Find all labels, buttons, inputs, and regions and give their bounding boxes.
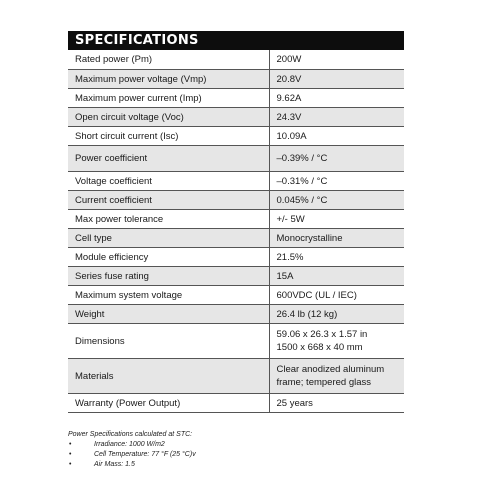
spec-value: 600VDC (UL / IEC): [269, 286, 404, 305]
spec-row-warranty: [68, 394, 404, 413]
bullet-icon: •: [69, 461, 72, 468]
spec-value: +/- 5W: [269, 210, 404, 229]
stc-note-text: Cell Temperature: 77 °F (25 °C)v: [94, 451, 196, 458]
spec-row-max-power-voltage: [68, 70, 404, 89]
spec-row-module-efficiency: [68, 248, 404, 267]
spec-label: Maximum power current (Imp): [68, 89, 269, 108]
bullet-icon: •: [69, 451, 72, 458]
spec-label: Max power tolerance: [68, 210, 269, 229]
bullet-icon: •: [69, 441, 72, 448]
spec-row-rated-power: [68, 50, 404, 70]
spec-label: Cell type: [68, 229, 269, 248]
spec-label: Rated power (Pm): [68, 50, 269, 70]
specifications-sheet: [68, 31, 404, 413]
stc-note-cell-temperature: [68, 450, 404, 460]
spec-row-max-system-voltage: [68, 286, 404, 305]
stc-note-irradiance: [68, 440, 404, 450]
spec-row-open-circuit-voltage: [68, 108, 404, 127]
spec-value: –0.39% / °C: [269, 146, 404, 172]
stc-note-text: Air Mass: 1.5: [94, 461, 135, 468]
spec-row-power-coefficient: [68, 146, 404, 172]
spec-row-voltage-coefficient: [68, 172, 404, 191]
spec-row-max-power-current: [68, 89, 404, 108]
spec-value-line: 59.06 x 26.3 x 1.57 in: [276, 329, 368, 340]
spec-value: 26.4 lb (12 kg): [269, 305, 404, 324]
stc-note-air-mass: [68, 460, 404, 470]
spec-label: Series fuse rating: [68, 267, 269, 286]
spec-value: [269, 359, 404, 394]
spec-value: 21.5%: [269, 248, 404, 267]
specifications-table: [68, 50, 404, 413]
spec-label: Open circuit voltage (Voc): [68, 108, 269, 127]
stc-note-text: Irradiance: 1000 W/m2: [94, 441, 165, 448]
spec-label: Power coefficient: [68, 146, 269, 172]
specifications-title: SPECIFICATIONS: [68, 31, 404, 50]
spec-value: 200W: [269, 50, 404, 70]
spec-value: 10.09A: [269, 127, 404, 146]
spec-value: 20.8V: [269, 70, 404, 89]
spec-value: Monocrystalline: [269, 229, 404, 248]
spec-value: –0.31% / °C: [269, 172, 404, 191]
spec-label: Current coefficient: [68, 191, 269, 210]
spec-value-line: frame; tempered glass: [276, 377, 372, 388]
spec-value: 0.045% / °C: [269, 191, 404, 210]
spec-label: Voltage coefficient: [68, 172, 269, 191]
spec-row-current-coefficient: [68, 191, 404, 210]
spec-label: Short circuit current (Isc): [68, 127, 269, 146]
stc-notes-heading: Power Specifications calculated at STC:: [68, 431, 193, 438]
spec-value: 24.3V: [269, 108, 404, 127]
spec-value-line: 1500 x 668 x 40 mm: [276, 342, 363, 353]
spec-label: Module efficiency: [68, 248, 269, 267]
spec-row-cell-type: [68, 229, 404, 248]
spec-label: Weight: [68, 305, 269, 324]
spec-value: 25 years: [269, 394, 404, 413]
spec-value: 15A: [269, 267, 404, 286]
spec-row-short-circuit-current: [68, 127, 404, 146]
spec-row-materials: [68, 359, 404, 394]
spec-row-weight: [68, 305, 404, 324]
spec-value-line: Clear anodized aluminum: [276, 364, 385, 375]
spec-label: Maximum power voltage (Vmp): [68, 70, 269, 89]
spec-row-dimensions: [68, 324, 404, 359]
spec-label: Warranty (Power Output): [68, 394, 269, 413]
spec-row-max-power-tolerance: [68, 210, 404, 229]
spec-label: Materials: [68, 359, 269, 394]
spec-label: Dimensions: [68, 324, 269, 359]
stc-notes: [68, 430, 404, 470]
spec-label: Maximum system voltage: [68, 286, 269, 305]
stc-notes-list: [68, 440, 404, 470]
spec-value: 9.62A: [269, 89, 404, 108]
spec-row-series-fuse-rating: [68, 267, 404, 286]
spec-value: [269, 324, 404, 359]
